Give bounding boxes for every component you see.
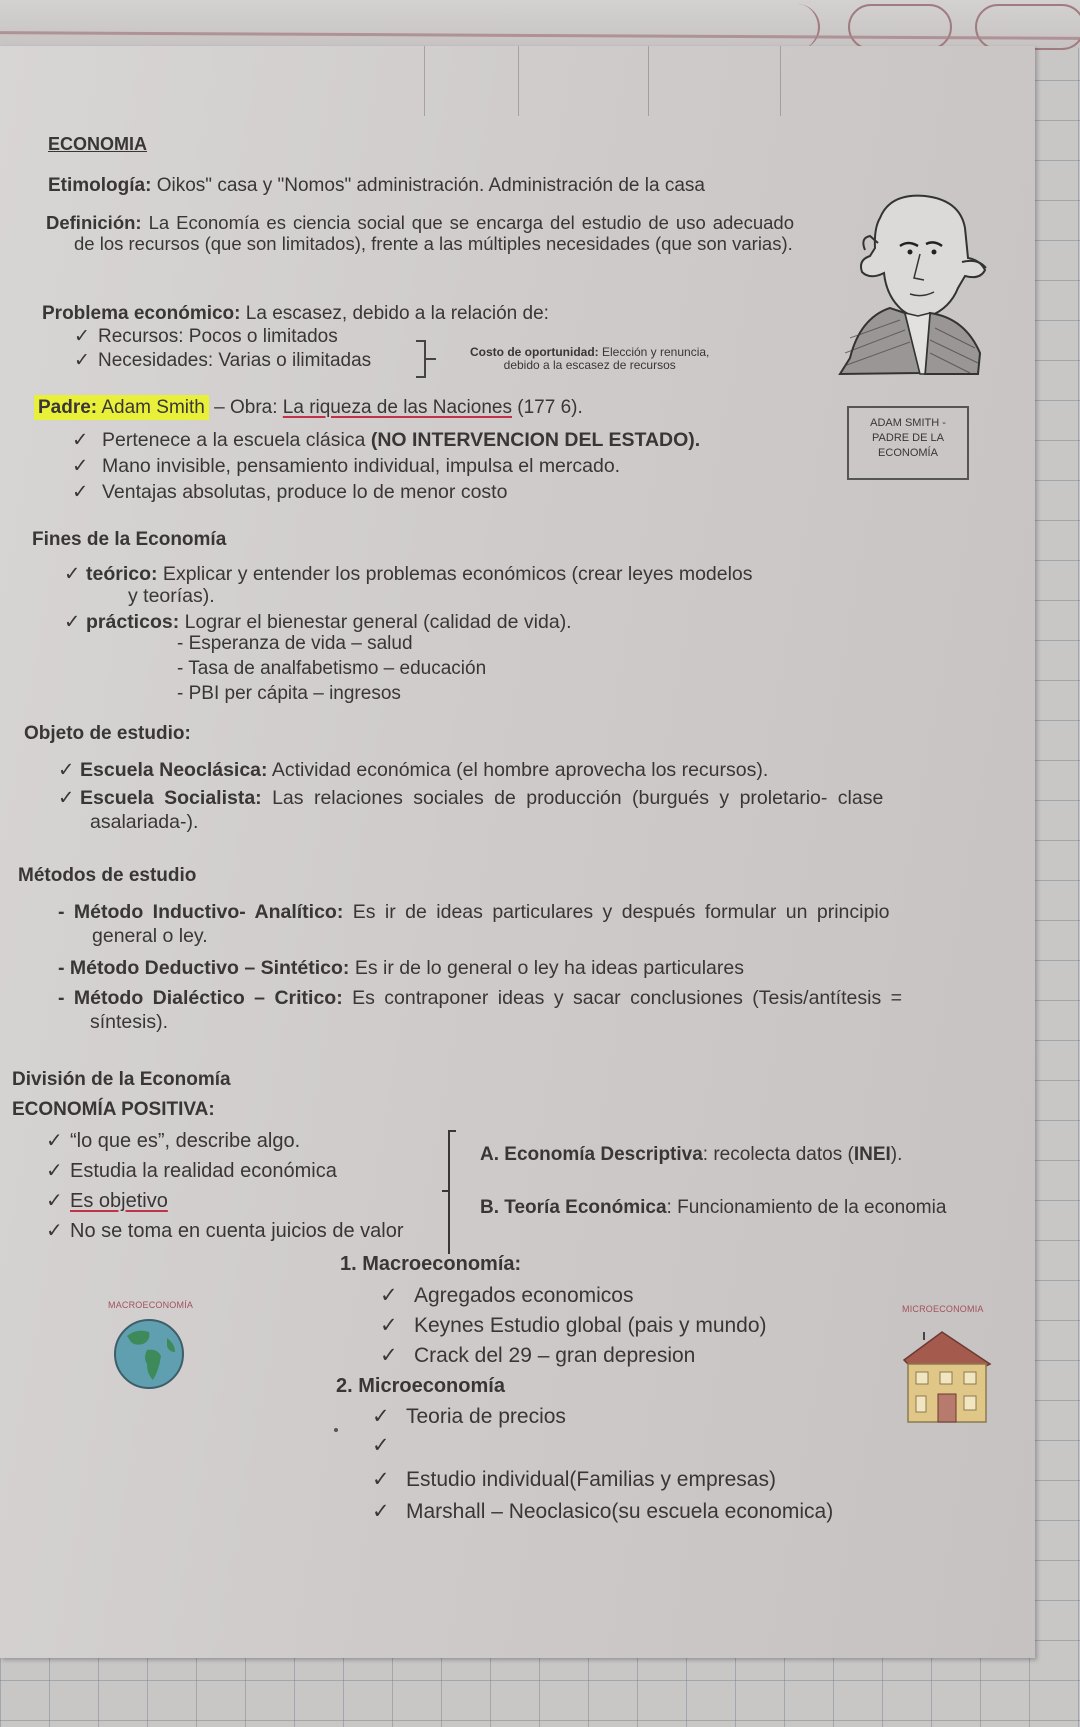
positiva-item: ✓ “lo que es”, describe algo.	[46, 1130, 301, 1152]
problema-item: ✓ Recursos: Pocos o limitados	[74, 326, 338, 347]
problema-line	[42, 302, 549, 326]
house-icon	[902, 1330, 992, 1425]
definicion-paragraph	[46, 212, 794, 254]
check-icon: ✓	[46, 1220, 63, 1242]
micro-item: ✓ Marshall – Neoclasico(su escuela economica)	[372, 1500, 834, 1523]
paper-fold-mark	[518, 46, 519, 116]
objeto-item: ✓ Escuela Neoclásica: Actividad económica (el hombre aprovecha los recursos).	[58, 759, 769, 781]
micro-item: ✓ Teoria de precios	[372, 1405, 566, 1428]
metodo-item: - Método Dialéctico – Critico: Es contraponer ideas y sacar conclusiones (Tesis/antítesis =	[58, 987, 903, 1009]
metodo-item: - Método Inductivo- Analítico: Es ir de ideas particulares y después formular un principio	[58, 901, 890, 923]
check-icon: ✓	[372, 1434, 390, 1457]
check-icon: ✓	[74, 350, 90, 371]
check-icon: ✓	[372, 1405, 390, 1428]
check-icon: ✓	[380, 1344, 398, 1367]
micro-item: ✓ Estudio individual(Familias y empresas)	[372, 1468, 776, 1491]
paper-fold-mark	[648, 46, 649, 116]
document-title: ECONOMIA	[48, 134, 147, 154]
check-icon: ✓	[46, 1160, 63, 1182]
check-icon: ✓	[72, 455, 89, 477]
padre-item: ✓ Ventajas absolutas, produce lo de menor costo	[72, 481, 508, 503]
macro-item: ✓ Keynes Estudio global (pais y mundo)	[380, 1314, 767, 1337]
globe-icon	[113, 1318, 185, 1390]
positiva-item: ✓ No se toma en cuenta juicios de valor	[46, 1220, 404, 1242]
metodos-heading: Métodos de estudio	[18, 865, 197, 886]
check-icon: ✓	[46, 1130, 63, 1152]
binder-ring-decoration	[20, 4, 820, 50]
highlighted-text	[34, 395, 209, 420]
check-icon: ✓	[372, 1468, 390, 1491]
fines-sub-item: - PBI per cápita – ingresos	[177, 683, 401, 704]
etimologia-label: Etimología:	[48, 175, 152, 196]
problema-label: Problema económico:	[42, 303, 241, 324]
check-icon: ✓	[380, 1314, 398, 1337]
check-icon: ✓	[74, 326, 90, 347]
check-icon: ✓	[372, 1500, 390, 1523]
definicion-text: La Economía es ciencia social que se encarga del estudio de uso adecuado de los recursos (que son limitados), frente a las múltiples necesidades (que son varias).	[74, 212, 794, 254]
check-icon: ✓	[380, 1284, 398, 1307]
paper-fold-mark	[424, 46, 425, 116]
left-brace-icon	[448, 1130, 458, 1254]
padre-label: Padre:	[38, 397, 98, 418]
adam-smith-portrait	[830, 188, 990, 378]
branch-teoria: B. Teoría Económica: Funcionamiento de la economia	[480, 1197, 947, 1218]
macro-item: ✓ Crack del 29 – gran depresion	[380, 1344, 696, 1367]
objeto-item-cont: asalariada-).	[90, 811, 199, 833]
positiva-item: ✓ Estudia la realidad económica	[46, 1160, 337, 1182]
objeto-heading: Objeto de estudio:	[24, 723, 191, 744]
etimologia-text: Oikos" casa y "Nomos" administración. Administración de la casa	[151, 175, 705, 196]
macro-heading: 1. Macroeconomía:	[340, 1253, 522, 1275]
right-brace-icon	[416, 340, 426, 378]
metodo-item: - Método Deductivo – Sintético: Es ir de lo general o ley ha ideas particulares	[58, 957, 744, 979]
check-icon: ✓	[58, 787, 75, 809]
check-icon: ✓	[46, 1190, 63, 1212]
objeto-item: ✓ Escuela Socialista: Las relaciones sociales de producción (burgués y proletario- clase	[58, 787, 884, 809]
fines-teorico: ✓ teórico: Explicar y entender los problemas económicos (crear leyes modelos	[64, 563, 753, 585]
check-icon: ✓	[64, 611, 81, 633]
obra-title: La riqueza de las Naciones	[282, 397, 512, 418]
ink-dot	[334, 1428, 338, 1432]
definicion-label: Definición:	[46, 212, 142, 233]
micro-image-label: MICROECONOMIA	[902, 1304, 984, 1314]
macro-item: ✓ Agregados economicos	[380, 1284, 634, 1307]
binder-ring-decoration	[848, 4, 952, 50]
portrait-caption-box: ADAM SMITH - PADRE DE LA ECONOMÍA	[847, 406, 969, 480]
fines-practicos: ✓ prácticos: Lograr el bienestar general (calidad de vida).	[64, 611, 572, 633]
micro-heading: 2. Microeconomía	[336, 1375, 505, 1397]
macro-image-label: MACROECONOMÍA	[108, 1300, 194, 1310]
padre-line: Padre: Adam Smith – Obra: La riqueza de las Naciones (177 6).	[38, 396, 583, 420]
fines-heading: Fines de la Economía	[32, 529, 227, 550]
metodo-item-cont: síntesis).	[90, 1011, 169, 1033]
economia-positiva-heading: ECONOMÍA POSITIVA:	[12, 1099, 215, 1120]
problema-item: ✓ Necesidades: Varias o ilimitadas	[74, 350, 372, 371]
binder-ring-decoration	[975, 4, 1080, 50]
fines-teorico-cont: y teorías).	[128, 585, 215, 607]
positiva-item: ✓ Es objetivo	[46, 1190, 168, 1212]
check-icon: ✓	[72, 481, 89, 503]
check-icon: ✓	[58, 759, 75, 781]
padre-name: Adam Smith	[97, 397, 205, 418]
micro-item	[372, 1434, 406, 1458]
check-icon: ✓	[72, 429, 89, 451]
etimologia-line	[48, 174, 705, 198]
problema-text: La escasez, debido a la relación de:	[240, 303, 549, 324]
branch-descriptiva: A. Economía Descriptiva: recolecta datos (INEI).	[480, 1144, 903, 1165]
padre-item: ✓ Pertenece a la escuela clásica (NO INTERVENCION DEL ESTADO).	[72, 429, 701, 451]
division-heading: División de la Economía	[12, 1069, 231, 1090]
brace-tick	[426, 358, 436, 360]
fines-sub-item: - Esperanza de vida – salud	[177, 633, 413, 654]
padre-item: ✓ Mano invisible, pensamiento individual, impulsa el mercado.	[72, 455, 621, 477]
costo-oportunidad-note: Costo de oportunidad: Elección y renuncia, debido a la escasez de recursos	[470, 345, 710, 372]
paper-fold-mark	[780, 46, 781, 116]
fines-sub-item: - Tasa de analfabetismo – educación	[177, 658, 487, 679]
metodo-item-cont: general o ley.	[92, 925, 208, 947]
check-icon: ✓	[64, 563, 81, 585]
